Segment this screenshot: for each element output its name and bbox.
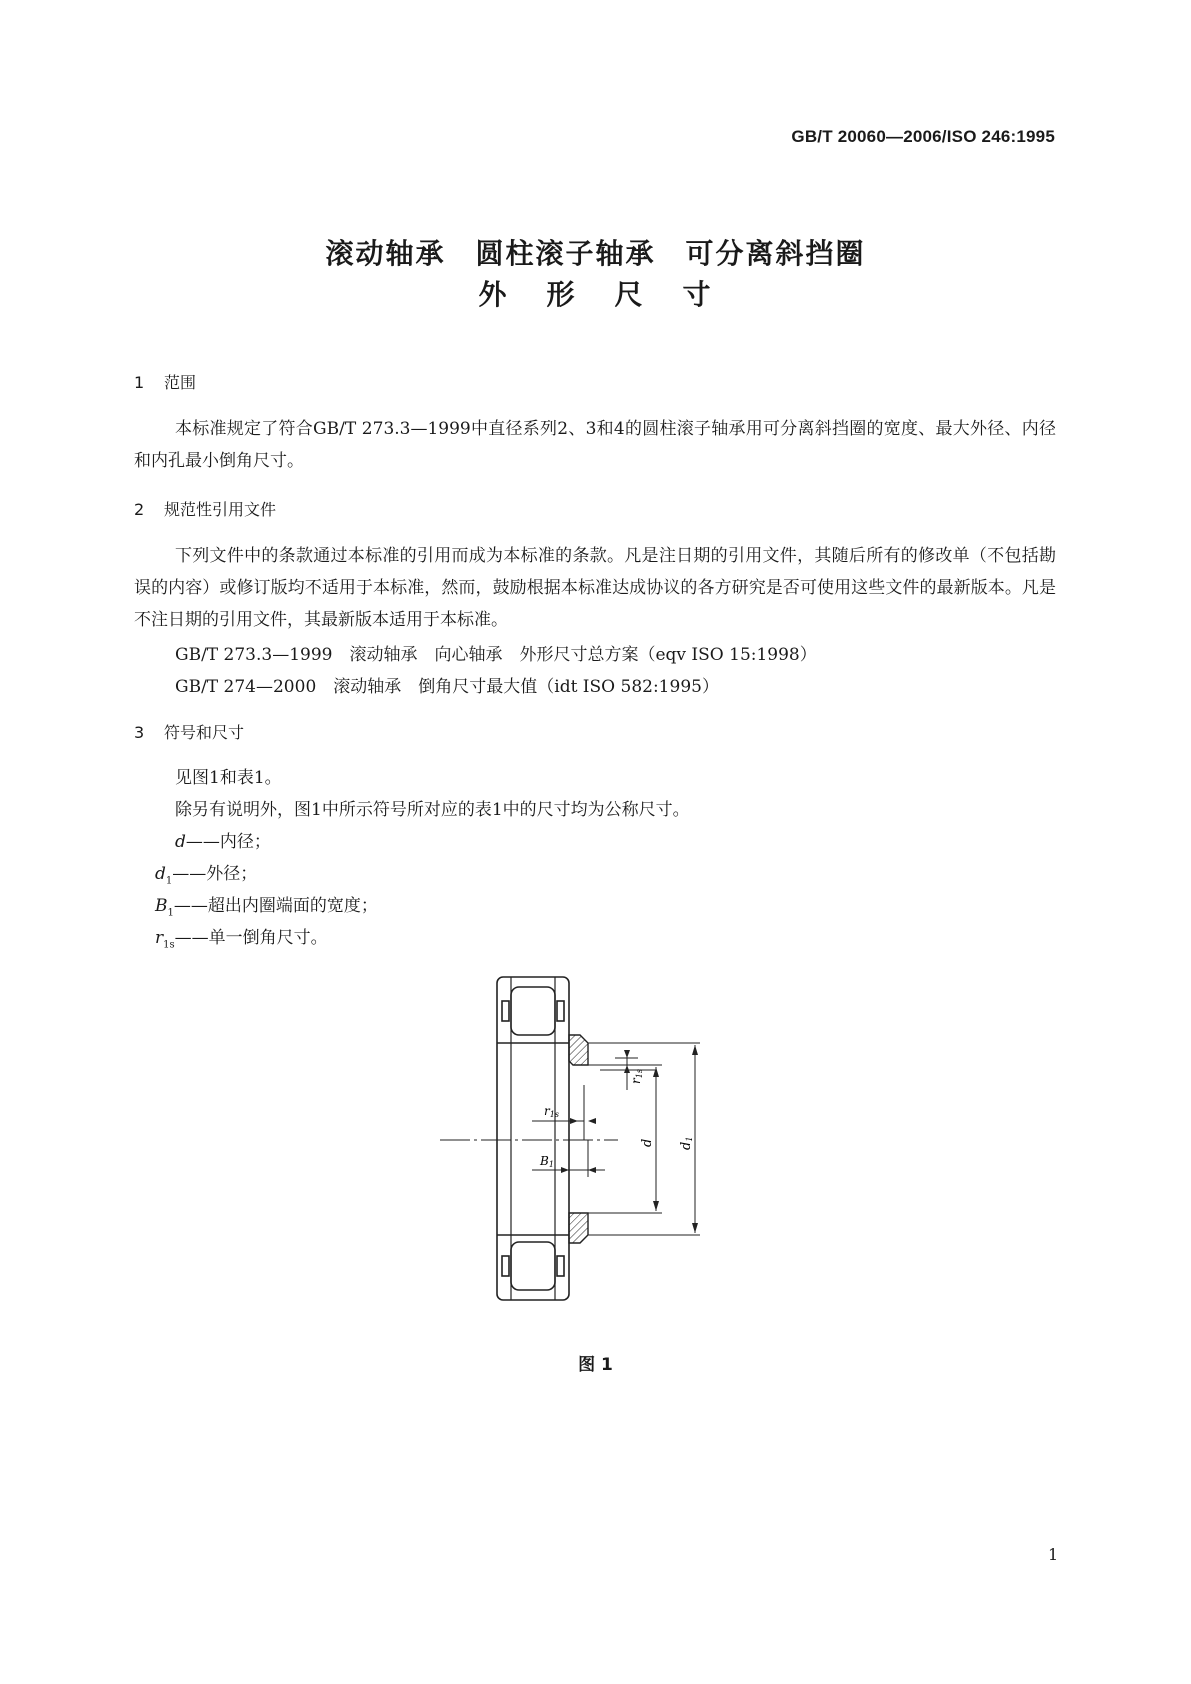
symbol: d — [175, 832, 186, 852]
symbol-definition — [155, 891, 378, 918]
section-title: 规范性引用文件 — [164, 500, 277, 519]
symbol-description: ——内径； — [185, 832, 271, 852]
outer-ring-outline — [497, 977, 569, 1300]
section-number: 3 — [134, 723, 145, 742]
symbol-subscript: 1 — [167, 907, 174, 919]
section-heading-references — [134, 497, 276, 520]
thrust-collar-top — [569, 1035, 588, 1065]
symbol-description: ——单一倒角尺寸。 — [174, 928, 328, 948]
subtitle-char: 外 — [478, 278, 509, 311]
section-body-references: 下列文件中的条款通过本标准的引用而成为本标准的条款。凡是注日期的引用文件，其随后所有的修改单（不包括勘误的内容）或修订版均不适用于本标准，然而，鼓励根据本标准达成协议的各方研究是否可使用这些文件的最新版本。凡是不注日期的引用文件，其最新版本适用于本标准。 — [134, 546, 1056, 630]
symbol-subscript: 1s — [163, 939, 175, 951]
symbol-definition — [175, 827, 271, 852]
subtitle-char: 形 — [546, 278, 577, 311]
label-d: d — [640, 1138, 655, 1147]
label-d1: d1 — [679, 1136, 694, 1150]
reference-item: GB/T 274—2000 滚动轴承 倒角尺寸最大值（idt ISO 582:1995） — [175, 677, 719, 697]
symbol-definition — [155, 923, 328, 950]
symbol: r — [155, 928, 164, 948]
section-title: 范围 — [164, 373, 197, 392]
document-subtitle — [0, 273, 1191, 313]
section-heading-symbols — [134, 720, 244, 743]
figure-caption: 图 1 — [578, 1355, 613, 1375]
symbol-subscript: 1 — [165, 875, 173, 887]
roller-bottom — [511, 1242, 555, 1290]
subtitle-char: 尺 — [614, 278, 645, 311]
roller-top — [511, 987, 555, 1035]
body-line: 见图1和表1。 — [175, 768, 282, 788]
symbol: B — [155, 896, 168, 916]
standard-code: GB/T 20060—2006/ISO 246:1995 — [791, 127, 1055, 146]
section-title: 符号和尺寸 — [164, 723, 245, 742]
section-heading-scope — [134, 370, 196, 393]
document-title: 滚动轴承 圆柱滚子轴承 可分离斜挡圈 — [325, 237, 866, 270]
label-r1s-vertical: r1s — [629, 1069, 644, 1084]
symbol: d — [155, 864, 166, 884]
section-number: 1 — [134, 373, 145, 392]
body-line: 除另有说明外，图1中所示符号所对应的表1中的尺寸均为公称尺寸。 — [175, 800, 690, 820]
symbol-description: ——超出内圈端面的宽度； — [173, 896, 378, 916]
thrust-collar-bottom — [569, 1213, 588, 1243]
bearing-figure — [440, 965, 740, 1315]
symbol-definition — [155, 859, 257, 886]
section-number: 2 — [134, 500, 145, 519]
label-r1s: r1s — [544, 1104, 559, 1119]
symbol-description: ——外径； — [172, 864, 258, 884]
section-body-scope: 本标准规定了符合GB/T 273.3—1999中直径系列2、3和4的圆柱滚子轴承用可分离斜挡圈的宽度、最大外径、内径和内孔最小倒角尺寸。 — [134, 419, 1056, 471]
page-number: 1 — [1048, 1545, 1059, 1564]
reference-item: GB/T 273.3—1999 滚动轴承 向心轴承 外形尺寸总方案（eqv ISO 15:1998） — [175, 645, 817, 665]
label-b1: B1 — [540, 1154, 554, 1169]
subtitle-char: 寸 — [682, 278, 713, 311]
